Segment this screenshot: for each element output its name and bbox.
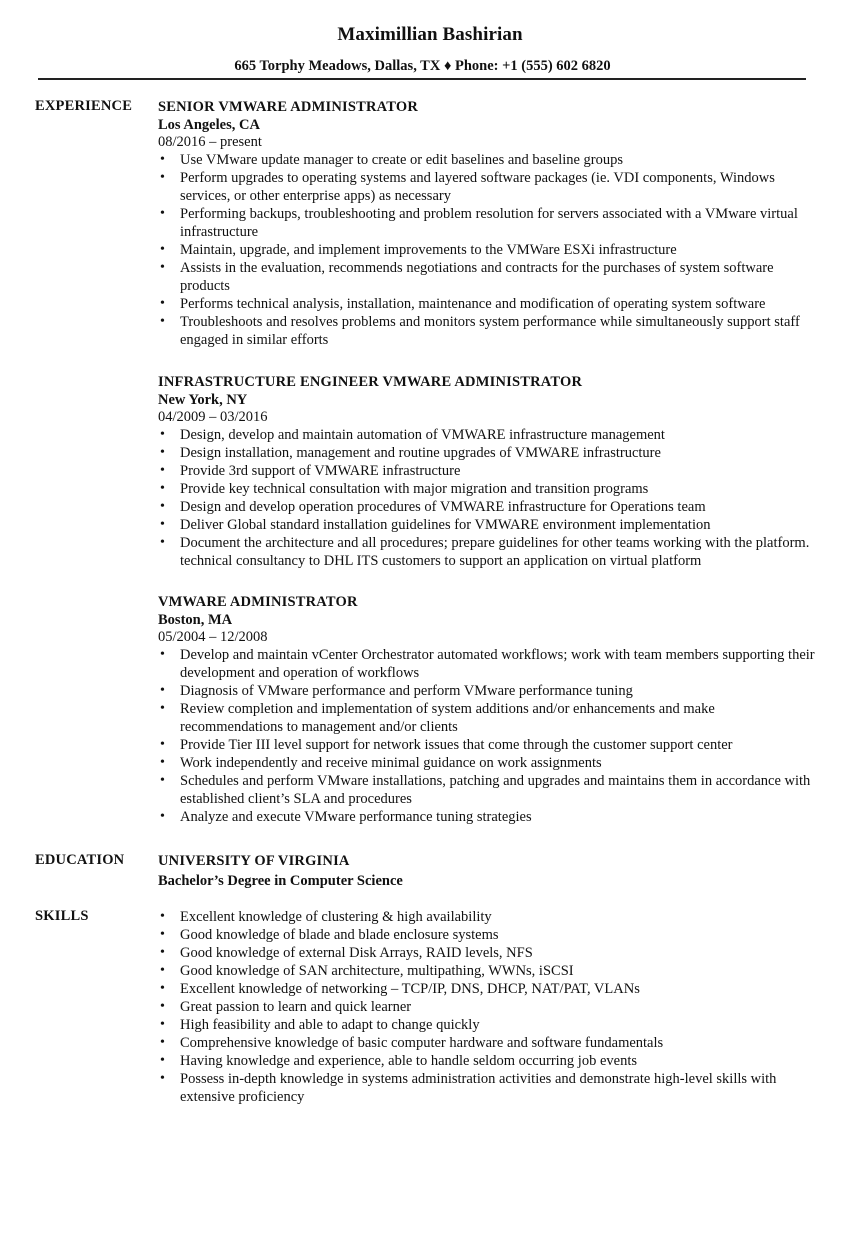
list-item: • High feasibility and able to adapt to change quickly bbox=[158, 1016, 818, 1034]
list-item: • Maintain, upgrade, and implement improvements to the VMWare ESXi infrastructure bbox=[158, 241, 818, 259]
school-name: UNIVERSITY OF VIRGINIA bbox=[158, 853, 350, 869]
list-item: • Develop and maintain vCenter Orchestrator automated workflows; work with team members supporting their development and operation of workflows bbox=[158, 646, 818, 682]
header-divider bbox=[38, 78, 806, 80]
job-location: New York, NY bbox=[158, 392, 248, 408]
list-item: • Deliver Global standard installation guidelines for VMWARE environment implementation bbox=[158, 516, 818, 534]
job-dates: 05/2004 – 12/2008 bbox=[158, 629, 268, 645]
list-item: • Provide Tier III level support for network issues that come through the customer support center bbox=[158, 736, 818, 754]
list-item: • Performs technical analysis, installation, maintenance and modification of operating system software bbox=[158, 295, 818, 313]
job-bullets bbox=[158, 646, 818, 826]
job-entry-1 bbox=[158, 98, 818, 349]
job-dates: 04/2009 – 03/2016 bbox=[158, 409, 268, 425]
list-item: • Good knowledge of blade and blade enclosure systems bbox=[158, 926, 818, 944]
list-item: • Possess in-depth knowledge in systems administration activities and demonstrate high-level skills with extensive proficiency bbox=[158, 1070, 818, 1106]
job-location: Boston, MA bbox=[158, 612, 233, 628]
list-item: • Excellent knowledge of networking – TCP/IP, DNS, DHCP, NAT/PAT, VLANs bbox=[158, 980, 818, 998]
list-item: • Assists in the evaluation, recommends negotiations and contracts for the purchases of system software products bbox=[158, 259, 818, 295]
skills-entry bbox=[158, 908, 818, 1106]
list-item: • Perform upgrades to operating systems and layered software packages (ie. VDI components, Windows services, or other enterprise apps) as necessary bbox=[158, 169, 818, 205]
list-item: • Having knowledge and experience, able to handle seldom occurring job events bbox=[158, 1052, 818, 1070]
list-item: • Review completion and implementation of system additions and/or enhancements and make recommendations to management and/or clients bbox=[158, 700, 818, 736]
skills-list bbox=[158, 908, 818, 1106]
list-item: • Use VMware update manager to create or edit baselines and baseline groups bbox=[158, 151, 818, 169]
list-item: • Comprehensive knowledge of basic computer hardware and software fundamentals bbox=[158, 1034, 818, 1052]
list-item: • Analyze and execute VMware performance tuning strategies bbox=[158, 808, 818, 826]
list-item: • Schedules and perform VMware installations, patching and upgrades and maintains them in accordance with established client’s SLA and procedures bbox=[158, 772, 818, 808]
education-section-label: EDUCATION bbox=[35, 852, 125, 868]
list-item: • Diagnosis of VMware performance and perform VMware performance tuning bbox=[158, 682, 818, 700]
list-item: • Design, develop and maintain automation of VMWARE infrastructure management bbox=[158, 426, 818, 444]
job-location: Los Angeles, CA bbox=[158, 117, 260, 133]
contact-line: 665 Torphy Meadows, Dallas, TX ♦ Phone: +1 (555) 602 6820 bbox=[234, 58, 611, 74]
job-title: INFRASTRUCTURE ENGINEER VMWARE ADMINISTRATOR bbox=[158, 374, 583, 390]
degree: Bachelor’s Degree in Computer Science bbox=[158, 873, 403, 889]
list-item: • Design installation, management and routine upgrades of VMWARE infrastructure bbox=[158, 444, 818, 462]
list-item: • Troubleshoots and resolves problems and monitors system performance while simultaneously support staff engaged in similar efforts bbox=[158, 313, 818, 349]
list-item: • Work independently and receive minimal guidance on work assignments bbox=[158, 754, 818, 772]
job-bullets bbox=[158, 426, 818, 570]
job-bullets bbox=[158, 151, 818, 349]
list-item: • Design and develop operation procedures of VMWARE infrastructure for Operations team bbox=[158, 498, 818, 516]
list-item: • Performing backups, troubleshooting and problem resolution for servers associated with a VMware virtual infrastructure bbox=[158, 205, 818, 241]
list-item: • Provide 3rd support of VMWARE infrastructure bbox=[158, 462, 818, 480]
list-item: • Provide key technical consultation with major migration and transition programs bbox=[158, 480, 818, 498]
experience-section-label: EXPERIENCE bbox=[35, 98, 133, 114]
job-entry-2 bbox=[158, 373, 818, 570]
job-entry-3 bbox=[158, 593, 818, 826]
education-entry bbox=[158, 852, 818, 891]
list-item: • Excellent knowledge of clustering & high availability bbox=[158, 908, 818, 926]
skills-section-label: SKILLS bbox=[35, 908, 89, 924]
list-item: • Document the architecture and all procedures; prepare guidelines for other teams working with the platform. technical consultancy to DHL ITS customers to support an application on virtual platform bbox=[158, 534, 818, 570]
list-item: • Good knowledge of SAN architecture, multipathing, WWNs, iSCSI bbox=[158, 962, 818, 980]
list-item: • Great passion to learn and quick learner bbox=[158, 998, 818, 1016]
candidate-name: Maximillian Bashirian bbox=[337, 24, 523, 45]
job-dates: 08/2016 – present bbox=[158, 134, 262, 150]
job-title: SENIOR VMWARE ADMINISTRATOR bbox=[158, 99, 418, 115]
job-title: VMWARE ADMINISTRATOR bbox=[158, 594, 358, 610]
list-item: • Good knowledge of external Disk Arrays, RAID levels, NFS bbox=[158, 944, 818, 962]
